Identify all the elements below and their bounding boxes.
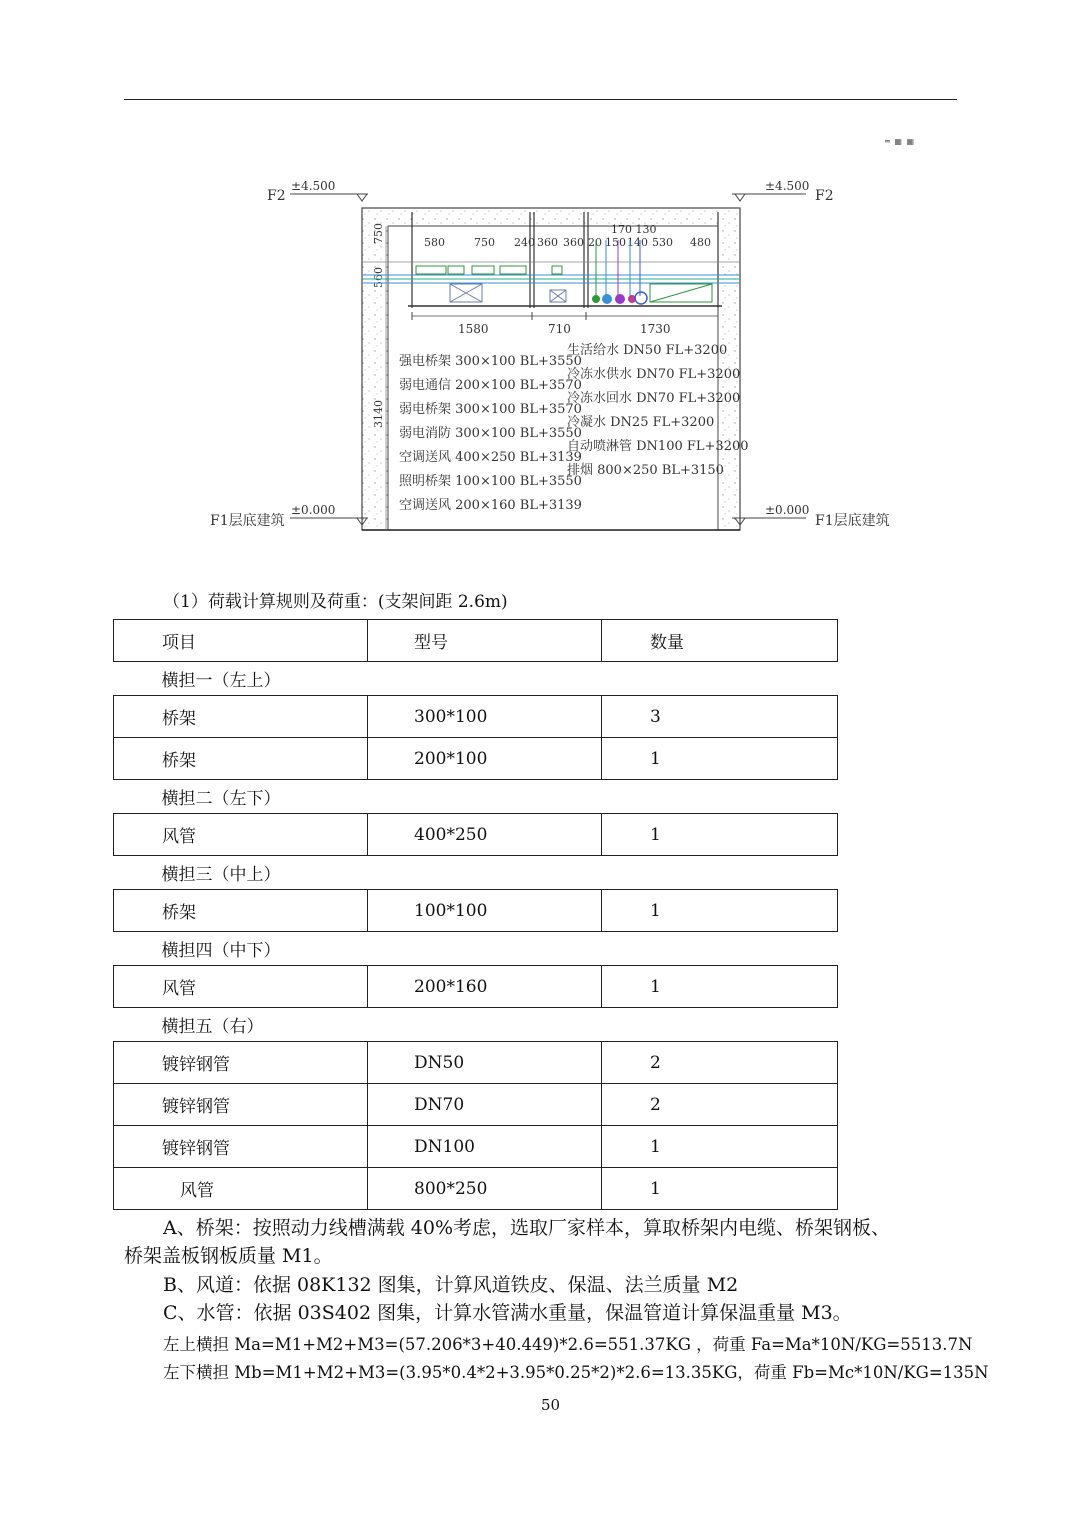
group-title-row	[114, 856, 838, 890]
group-title-row	[114, 780, 838, 814]
item-cell: 镀锌钢管	[114, 1042, 368, 1084]
calc-left-lower: 左下横担 Mb=M1+M2+M3=(3.95*0.4*2+3.95*0.25*2)*2.6=13.35KG，荷重 Fb=Mc*10N/KG=135N	[163, 1363, 989, 1382]
dim-bottom-0: 1580	[458, 322, 489, 336]
model-cell: 300*100	[368, 696, 602, 738]
elev-top-right: ±4.500	[765, 179, 810, 193]
floor-label-top-left: F2	[267, 188, 286, 204]
item-cell: 风管	[114, 966, 368, 1008]
calc-left-upper: 左上横担 Ma=M1+M2+M3=(57.206*3+40.449)*2.6=551.37KG ，荷重 Fa=Ma*10N/KG=5513.7N	[163, 1335, 973, 1354]
dim-top-2: 240	[514, 236, 535, 249]
qty-cell: 1	[602, 1126, 838, 1168]
legend-left-item: 弱电通信 200×100 BL+3570	[399, 378, 582, 393]
table-row	[114, 1042, 838, 1084]
header-mark: ═ ▦ ▦	[885, 137, 916, 146]
table-row	[114, 696, 838, 738]
legend-left-item: 弱电消防 300×100 BL+3550	[399, 426, 582, 441]
item-cell: 风管	[114, 1168, 368, 1210]
table-row	[114, 1168, 838, 1210]
legend-right-item: 自动喷淋管 DN100 FL+3200	[567, 439, 749, 454]
model-cell: 200*160	[368, 966, 602, 1008]
model-cell: 400*250	[368, 814, 602, 856]
item-cell: 桥架	[114, 890, 368, 932]
qty-cell: 2	[602, 1084, 838, 1126]
elev-top-left: ±4.500	[291, 179, 336, 193]
qty-cell: 1	[602, 814, 838, 856]
item-cell: 桥架	[114, 738, 368, 780]
legend-left-item: 空调送风 200×160 BL+3139	[399, 498, 582, 513]
legend-right-item: 冷凝水 DN25 FL+3200	[567, 415, 715, 430]
qty-cell: 1	[602, 890, 838, 932]
elev-bottom-left: ±0.000	[291, 503, 336, 517]
legend-left-item: 强电桥架 300×100 BL+3550	[399, 354, 582, 369]
header-cell: 项目	[114, 620, 368, 662]
dim-bottom-1: 710	[548, 322, 571, 336]
elev-bottom-right: ±0.000	[765, 503, 810, 517]
dim-top-1: 750	[474, 236, 495, 249]
group-title-row	[114, 1008, 838, 1042]
header-cell: 型号	[368, 620, 602, 662]
legend-right-item: 冷冻水供水 DN70 FL+3200	[567, 367, 741, 382]
floor-label-bottom-left: F1层底建筑	[210, 513, 285, 529]
group-title-row	[114, 662, 838, 696]
dim-top-6: 150	[605, 236, 626, 249]
qty-cell: 1	[602, 738, 838, 780]
model-cell: DN70	[368, 1084, 602, 1126]
qty-cell: 2	[602, 1042, 838, 1084]
group-title-row	[114, 932, 838, 966]
dim-top-7: 140	[627, 236, 648, 249]
legend-left-item: 照明桥架 100×100 BL+3550	[399, 474, 582, 489]
paragraph-c: C、水管：依据 03S402 图集，计算水管满水重量，保温管道计算保温重量 M3。	[163, 1302, 852, 1324]
group-title: 横担五（右）	[161, 1017, 264, 1037]
dim-v-750: 750	[372, 223, 385, 244]
dim-top-0: 580	[424, 236, 445, 249]
table-header-row	[114, 620, 838, 662]
model-cell: 800*250	[368, 1168, 602, 1210]
item-cell: 镀锌钢管	[114, 1126, 368, 1168]
qty-cell: 1	[602, 1168, 838, 1210]
model-cell: 100*100	[368, 890, 602, 932]
group-title: 横担四（中下）	[161, 941, 281, 961]
dim-v-3140: 3140	[372, 400, 385, 428]
model-cell: 200*100	[368, 738, 602, 780]
group-title: 横担二（左下）	[161, 789, 281, 809]
dim-v-560: 560	[372, 267, 385, 288]
dim-bottom-2: 1730	[640, 322, 671, 336]
item-cell: 风管	[114, 814, 368, 856]
table-row	[114, 890, 838, 932]
floor-label-bottom-right: F1层底建筑	[815, 513, 890, 529]
section-drawing	[0, 0, 1080, 560]
model-cell: DN50	[368, 1042, 602, 1084]
dim-top-4: 360	[563, 236, 584, 249]
legend-right-item: 排烟 800×250 BL+3150	[567, 463, 724, 478]
legend-left-item: 空调送风 400×250 BL+3139	[399, 450, 582, 465]
section-heading: （1）荷载计算规则及荷重：(支架间距 2.6m)	[163, 592, 508, 612]
page-number: 50	[541, 1396, 561, 1414]
paragraph-a-line2: 桥架盖板钢板质量 M1。	[124, 1245, 333, 1267]
paragraph-a-line1: A、桥架：按照动力线槽满载 40%考虑，选取厂家样本，算取桥架内电缆、桥架钢板、	[163, 1217, 890, 1239]
dim-top-8: 530	[652, 236, 673, 249]
load-table	[113, 619, 838, 1210]
paragraph-b: B、风道：依据 08K132 图集，计算风道铁皮、保温、法兰质量 M2	[163, 1274, 739, 1296]
floor-label-top-right: F2	[815, 188, 834, 204]
dim-top-upper: 170 130	[611, 223, 657, 236]
legend-right-item: 冷冻水回水 DN70 FL+3200	[567, 391, 741, 406]
table-row	[114, 738, 838, 780]
header-cell: 数量	[602, 620, 838, 662]
item-cell: 桥架	[114, 696, 368, 738]
dim-top-9: 480	[690, 236, 711, 249]
table-row	[114, 1126, 838, 1168]
table-row	[114, 1084, 838, 1126]
qty-cell: 1	[602, 966, 838, 1008]
table-row	[114, 814, 838, 856]
dim-top-5: 20	[588, 236, 602, 249]
legend-right-item: 生活给水 DN50 FL+3200	[567, 343, 728, 358]
qty-cell: 3	[602, 696, 838, 738]
dim-top-3: 360	[537, 236, 558, 249]
group-title: 横担三（中上）	[161, 865, 281, 885]
group-title: 横担一（左上）	[161, 671, 281, 691]
model-cell: DN100	[368, 1126, 602, 1168]
legend-left-item: 弱电桥架 300×100 BL+3570	[399, 402, 582, 417]
table-row	[114, 966, 838, 1008]
item-cell: 镀锌钢管	[114, 1084, 368, 1126]
